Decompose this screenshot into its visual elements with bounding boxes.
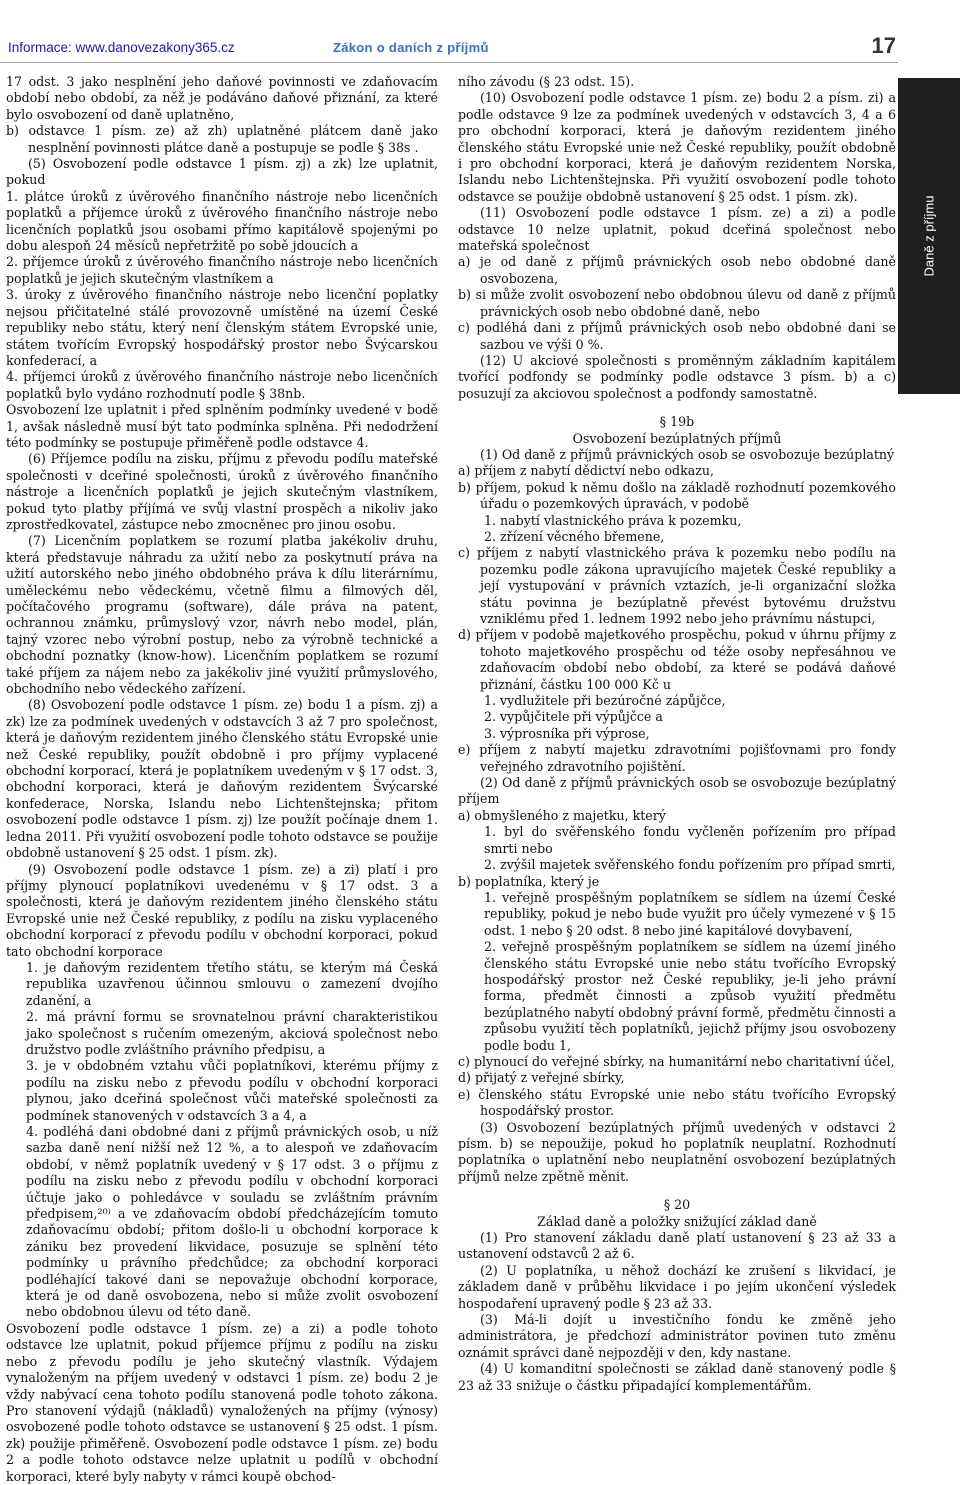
paragraph: Osvobození bezúplatných příjmů: [572, 430, 782, 446]
paragraph: 17 odst. 3 jako nesplnění jeho daňové povinnosti ve zdaňovacím období nebo období, za něž je podáváno daňové přiznání, za které bylo osvobození od daně uplatněno,: [6, 74, 438, 122]
paragraph: 1. nabytí vlastnického práva k pozemku,: [484, 512, 742, 528]
paragraph: b) odstavce 1 písm. ze) až zh) uplatněné plátcem daně jako nesplnění povinnosti plátce daně a postupuje se podle § 38s .: [6, 123, 438, 155]
paragraph: (5) Osvobození podle odstavce 1 písm. zj) a zk) lze uplatnit, pokud: [6, 156, 438, 188]
paragraph: d) přijatý z veřejné sbírky,: [458, 1070, 625, 1086]
paragraph: 2. veřejně prospěšným poplatníkem se sídlem na území jiného členského státu Evropské unie nebo státu tvořícího Evropský hospodářský prostor než České republiky, je-li jeho právní forma, předmět činnosti a způsob využití předmětu bezúplatného nabytí obdobný právní formě, předmětu činnosti a způsobu využití těch poplatníků, jejichž příjmy jsou osvobozeny podle bodu 1,: [484, 939, 896, 1053]
page-number: 17: [871, 33, 896, 58]
paragraph: 2. zřízení věcného břemene,: [484, 528, 665, 544]
paragraph: 1. byl do svěřenského fondu vyčleněn pořízením pro případ smrti nebo: [484, 824, 896, 856]
paragraph: (2) U poplatníka, u něhož dochází ke zrušení s likvidací, je základem daně v průběhu likvidace i po jejím ukončení výsledek hospodaření upravený podle § 23 až 33.: [458, 1262, 896, 1311]
left-column: [6, 74, 438, 1485]
section-gap: [458, 402, 896, 414]
paragraph: a) je od daně z příjmů právnických osob nebo obdobné daně osvobozena,: [458, 254, 896, 286]
paragraph: (1) Pro stanovení základu daně platí ustanovení § 23 až 33 a ustanovení odstavců 2 až 6.: [458, 1230, 896, 1262]
paragraph: b) si může zvolit osvobození nebo obdobnou úlevu od daně z příjmů právnických osob nebo obdobné daně, nebo: [458, 287, 896, 319]
paragraph: 4. příjemci úroků z úvěrového finančního nástroje nebo licenčních poplatků bylo vydáno rozhodnutí podle § 38nb.: [6, 369, 438, 401]
paragraph: d) příjem v podobě majetkového prospěchu, pokud v úhrnu příjmy z tohoto majetkového prospěchu od téže osoby nepřesáhnou ve zdaňovacím období nebo období, za které se podává daňové přiznání, částku 100 000 Kč u: [458, 627, 896, 692]
paragraph: e) členského státu Evropské unie nebo státu tvořícího Evropský hospodářský prostor.: [458, 1086, 896, 1119]
paragraph: c) příjem z nabytí vlastnického práva k pozemku nebo podílu na pozemku podle zákona upravujícího majetek České republiky a její vystupování v právních vztazích, je-li organizační složka státu povinna je bezúplatně převést bytovému družstvu vzniklému před 1. lednem 1992 nebo jeho právnímu nástupci,: [458, 545, 896, 626]
paragraph: 2. vypůjčitele při výpůjčce a: [484, 709, 663, 725]
paragraph: ního závodu (§ 23 odst. 15).: [458, 74, 635, 89]
paragraph: a) obmyšleného z majetku, který: [458, 807, 666, 823]
right-column: [458, 74, 896, 1394]
paragraph: (3) Osvobození bezúplatných příjmů uvedených v odstavci 2 písm. b) se nepoužije, pokud ho poplatník neuplatní. Rozhodnutí poplatníka o uplatnění nebo neuplatnění osvobození bezúplatných příjmů nelze zpětně měnit.: [458, 1119, 896, 1184]
side-tab: [898, 78, 960, 394]
paragraph: 1. plátce úroků z úvěrového finančního nástroje nebo licenčních poplatků a příjemce úroků z úvěrového finančního nástroje nebo licenčních poplatků jsou osobami přímo kapitálově spojenými po dobu alespoň 24 měsíců nepřetržitě po sobě jdoucích a: [6, 188, 438, 254]
paragraph: (6) Příjemce podílu na zisku, příjmu z převodu podílu mateřské společnosti v dceřiné společnosti, úroků z úvěrového finančního nástroje a licenčních poplatků je jejich skutečným vlastníkem, pokud tyto platby příjímá ve svůj vlastní prospěch a nikoliv jako zprostředkovatel, zástupce nebo zmocněnec pro jinou osobu.: [6, 451, 438, 532]
paragraph: 3. výprosníka při výprose,: [484, 725, 650, 741]
paragraph: 2. příjemce úroků z úvěrového finančního nástroje nebo licenčních poplatků je jejich skutečným vlastníkem a: [6, 254, 438, 286]
header-rule: [0, 62, 898, 63]
section-gap: [458, 1185, 896, 1197]
paragraph: c) podléhá dani z příjmů právnických osob nebo obdobné dani se sazbou ve výši 0 %.: [458, 320, 896, 352]
page-header: [0, 33, 960, 58]
paragraph: 1. veřejně prospěšným poplatníkem se sídlem na území České republiky, pokud je nebo bude využit pro účely vymezené v § 15 odst. 1 nebo § 20 odst. 8 nebo jiné kapitálové dovybavení,: [484, 889, 896, 938]
paragraph: 1. vydlužitele při bezúročné zápůjčce,: [484, 693, 726, 709]
side-tab-label: Daně z příjmu: [921, 195, 937, 277]
paragraph: (4) U komanditní společnosti se základ daně stanovený podle § 23 až 33 snižuje o částku připadající komplementářům.: [458, 1361, 896, 1393]
paragraph: (10) Osvobození podle odstavce 1 písm. ze) bodu 2 a písm. zi) a podle odstavce 9 lze za podmínek uvedených v odstavcích 3, 4 a 6 pro obchodní korporaci, která je daňovým rezidentem jiného členského státu Evropské unie než České republiky, použít obdobně i pro obchodní korporaci, která je daňovým rezidentem Norska, Islandu nebo Lichtenštejnska. Při využití osvobození podle tohoto odstavce se použije obdobně ustanovení § 25 odst. 1 písm. zk).: [458, 90, 896, 204]
paragraph: e) příjem z nabytí majetku zdravotními pojišťovnami pro fondy veřejného zdravotního pojištění.: [458, 742, 896, 774]
paragraph: § 19b: [659, 414, 695, 430]
paragraph: b) příjem, pokud k němu došlo na základě rozhodnutí pozemkového úřadu o pozemkových úpravách, v podobě: [458, 479, 896, 512]
paragraph: c) plynoucí do veřejné sbírky, na humanitární nebo charitativní účel,: [458, 1053, 895, 1069]
paragraph: 4. podléhá dani obdobné dani z příjmů právnických osob, u níž sazba daně není nižší než 12 %, a to alespoň ve zdaňovacím období, v němž poplatník uvedený v § 17 odst. 3 o příjmu z podílu na zisku nebo z převodu podílu v obchodní korporaci účtuje jako o pohledávce v souladu se zvláštním právním předpisem,²⁰⁾ a ve zdaňovacím období předcházejícím tomuto zdaňovacímu období; přitom došlo-li u obchodní korporace k zániku bez provedení likvidace, posuzuje se splnění této podmínky u právního předchůdce; za obchodní korporaci podléhající takové dani se nepovažuje obchodní korporace, která je od daně osvobozena, nebo si může zvolit osvobození nebo obdobnou úlevu od této daně.: [26, 1124, 438, 1320]
paragraph: § 20: [663, 1197, 691, 1213]
paragraph: 3. je v obdobném vztahu vůči poplatníkovi, kterému příjmy z podílu na zisku nebo z převodu podílu v obchodní korporaci plynou, jako dceřiná společnost vůči mateřské společnosti za podmínek stanovených v odstavcích 3 a 4, a: [26, 1058, 438, 1123]
paragraph: (3) Má-li dojít u investičního fondu ke změně jeho administrátora, je předchozí administrátor povinen tuto změnu oznámit správci daně nejpozději v den, kdy nastane.: [458, 1312, 896, 1360]
paragraph: (11) Osvobození podle odstavce 1 písm. ze) a zi) a podle odstavce 10 nelze uplatnit, pokud dceřiná společnost nebo mateřská společnost: [458, 205, 896, 254]
paragraph: (2) Od daně z příjmů právnických osob se osvobozuje bezúplatný příjem: [458, 775, 896, 807]
paragraph: (7) Licenčním poplatkem se rozumí platba jakékoliv druhu, která představuje náhradu za užití nebo za poskytnutí práva na užití autorského nebo jiného obdobného práva k dílu literárnímu, uměleckému nebo vědeckému, včetně filmu a filmových děl, počítačového programu (software), dále práva na patent, ochrannou známku, průmyslový vzor, návrh nebo model, plán, tajný vzorec nebo výrobní postup, nebo za výrobně technické a obchodní poznatky (know-how). Licenčním poplatkem se rozumí také příjem za nájem nebo za jakékoliv jiné využití průmyslového, obchodního nebo vědeckého zařízení.: [6, 533, 438, 697]
paragraph: (9) Osvobození podle odstavce 1 písm. ze) a zi) platí i pro příjmy plynoucí poplatníkovi uvedenému v § 17 odst. 3 a společnosti, která je daňovým rezidentem jiného členského státu Evropské unie než České republiky, z podílu na zisku vyplaceného obchodní korporací z převodu podílu v obchodní korporaci, pokud tato obchodní korporace: [6, 861, 438, 959]
paragraph: 2. zvýšil majetek svěřenského fondu pořízením pro případ smrti,: [484, 857, 896, 873]
paragraph: 1. je daňovým rezidentem třetího státu, se kterým má Česká republika uzavřenou účinnou smlouvu o zamezení dvojího zdanění, a: [26, 959, 438, 1008]
paragraph: (12) U akciové společnosti s proměnným základním kapitálem tvořící podfondy se podmínky podle odstavce 3 písm. b) a c) posuzují za akciovou společnost a podfondy samostatně.: [458, 352, 896, 401]
header-source-link[interactable]: Informace: www.danovezakony365.cz: [8, 40, 235, 55]
paragraph: Osvobození lze uplatnit i před splněním podmínky uvedené v bodě 1, avšak následně musí být tato podmínka splněna. Při nedodržení této podmínky se postupuje přiměřeně podle odstavce 4.: [6, 402, 438, 450]
paragraph: Základ daně a položky snižující základ daně: [537, 1213, 817, 1229]
header-law-title: Zákon o daních z příjmů: [333, 40, 489, 55]
paragraph: a) příjem z nabytí dědictví nebo odkazu,: [458, 463, 714, 479]
paragraph: 2. má právní formu se srovnatelnou právní charakteristikou jako společnost s ručením omezeným, akciová společnost nebo družstvo podle zvláštního právního předpisu, a: [26, 1009, 438, 1057]
paragraph: 3. úroky z úvěrového finančního nástroje nebo licenční poplatky nejsou přičitatelné stálé provozovně umístěné na území České republiky nebo státu, který není členským státem Evropské unie, státem tvořícím Evropský hospodářský prostor nebo Švýcarskou konfederací, a: [6, 287, 438, 368]
paragraph: Osvobození podle odstavce 1 písm. ze) a zi) a podle tohoto odstavce lze uplatnit, pokud příjemce příjmu z podílu na zisku nebo z převodu podílu je jeho skutečný vlastník. Výdajem vynaloženým na příjem uvedený v odstavci 1 písm. ze) bodu 2 je vždy nabývací cena tohoto podílu stanovená podle tohoto zákona. Pro stanovení výdajů (nákladů) vynaložených na příjmy (výnosy) osvobozené podle tohoto odstavce se ustanovení § 25 odst. 1 písm. zk) použije přiměřeně. Osvobození podle odstavce 1 písm. ze) bodu 2 a podle tohoto odstavce nelze uplatnit u podílů v obchodní korporaci, které byly nabyty v rámci koupě obchod-: [6, 1320, 438, 1484]
paragraph: (1) Od daně z příjmů právnických osob se osvobozuje bezúplatný: [480, 446, 895, 462]
paragraph: b) poplatníka, který je: [458, 873, 600, 889]
paragraph: (8) Osvobození podle odstavce 1 písm. ze) bodu 1 a písm. zj) a zk) lze za podmínek uvedených v odstavcích 3 až 7 pro společnost, která je daňovým rezidentem jiného členského státu Evropské unie než České republiky, použít obdobně i pro příjmy vyplacené obchodní korporací, která je poplatníkem uvedeným v § 17 odst. 3, obchodní korporaci, která je daňovým rezidentem Švýcarské konfederace, Norska, Islandu nebo Lichtenštejnska; přitom osvobození podle odstavce 1 písm. zj) lze použít počínaje dnem 1. ledna 2011. Při využití osvobození podle tohoto odstavce se použije obdobně ustanovení § 25 odst. 1 písm. zk).: [6, 697, 438, 861]
